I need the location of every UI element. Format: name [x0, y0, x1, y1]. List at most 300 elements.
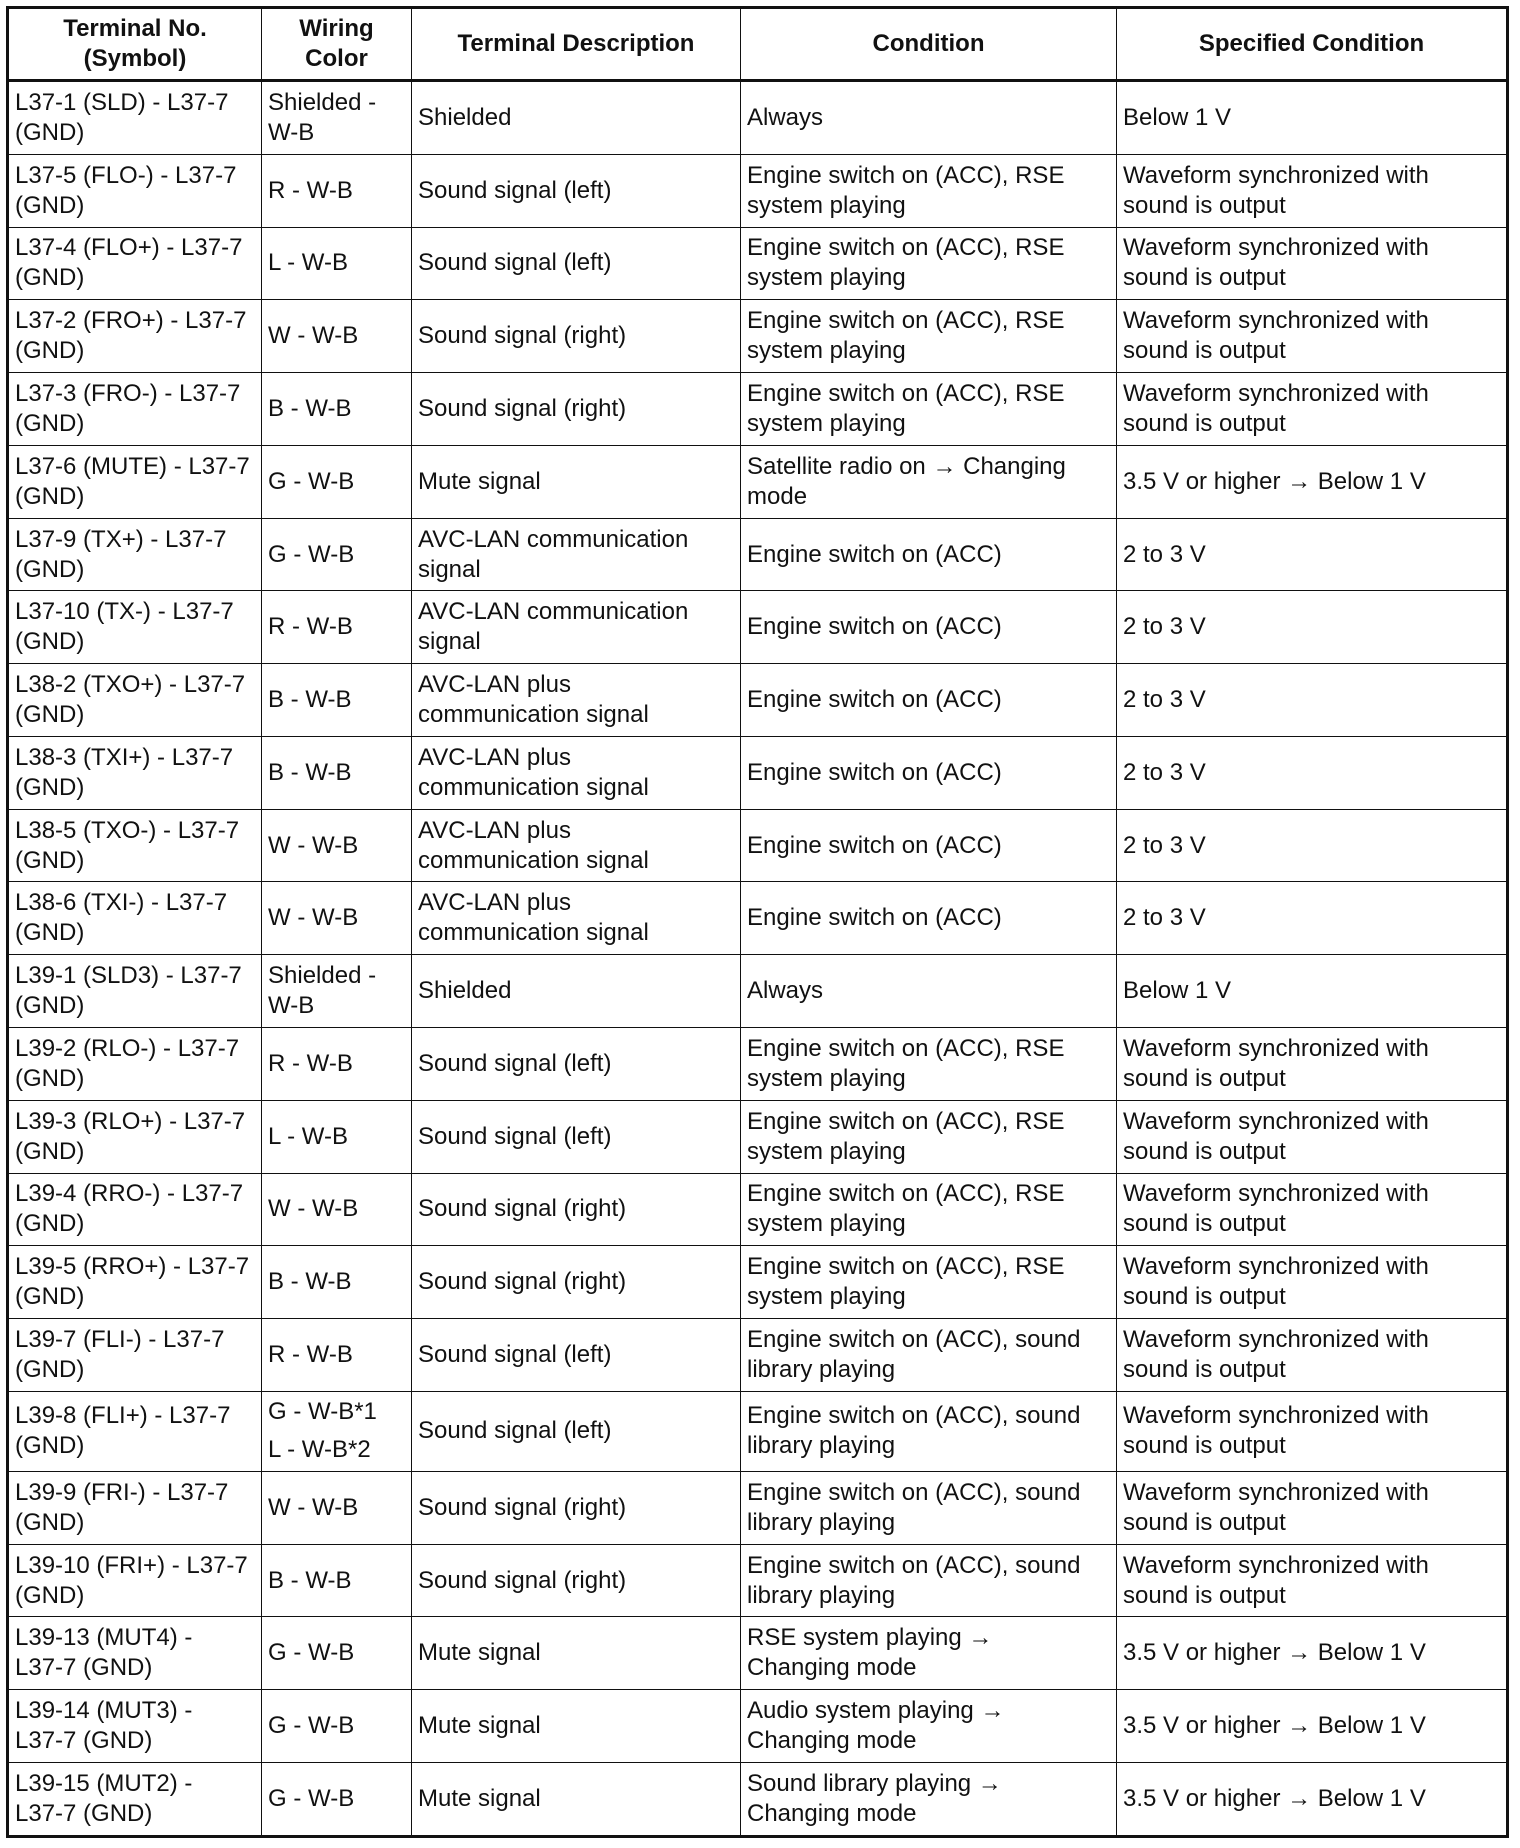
terminal-cell-line1: L39-8 (FLI+) - L37-7 — [15, 1402, 231, 1430]
specified-condition-cell-line2: sound is output — [1123, 1432, 1286, 1460]
description-cell-line1: AVC-LAN communication — [418, 525, 689, 553]
description-cell-line2: signal — [418, 555, 481, 583]
wiring-color-cell-line1: L - W-B — [268, 1122, 349, 1150]
specified-condition-cell — [1117, 955, 1508, 1028]
description-cell-line1: Shielded — [418, 103, 512, 131]
description-cell-line1: Sound signal (right) — [418, 1268, 627, 1296]
condition-cell-line2: library playing — [747, 1581, 896, 1609]
header-wiring-line2: Color — [305, 45, 368, 72]
terminal-cell-line2: (GND) — [15, 264, 85, 292]
wiring-color-cell — [262, 736, 412, 809]
description-cell — [412, 1762, 741, 1836]
table-row — [8, 81, 1508, 155]
wiring-color-cell — [262, 1100, 412, 1173]
specified-condition-cell-line1: Waveform synchronized with — [1123, 1402, 1429, 1430]
description-cell — [412, 1690, 741, 1763]
terminal-cell-line2: (GND) — [15, 992, 85, 1020]
wiring-color-cell-line1: B - W-B — [268, 394, 352, 422]
terminal-cell — [8, 300, 262, 373]
description-cell — [412, 809, 741, 882]
condition-cell — [741, 81, 1117, 155]
wiring-color-cell — [262, 227, 412, 300]
specified-condition-cell — [1117, 1028, 1508, 1101]
description-cell-line1: Mute signal — [418, 467, 541, 495]
specified-condition-cell-line1: Below 1 V — [1123, 977, 1232, 1005]
condition-cell — [741, 1173, 1117, 1246]
wiring-color-cell — [262, 154, 412, 227]
wiring-color-cell — [262, 300, 412, 373]
condition-cell-line1: Engine switch on (ACC) — [747, 831, 1002, 859]
terminal-cell-line2: (GND) — [15, 1137, 85, 1165]
description-cell — [412, 445, 741, 518]
specified-condition-cell — [1117, 1471, 1508, 1544]
table-row — [8, 591, 1508, 664]
specified-condition-cell-line1: Waveform synchronized with — [1123, 1034, 1429, 1062]
condition-cell — [741, 1391, 1117, 1471]
description-cell-line1: Mute signal — [418, 1712, 541, 1740]
specified-condition-cell — [1117, 882, 1508, 955]
wiring-color-cell-line1: W - W-B — [268, 1195, 359, 1223]
specified-condition-cell-line1: 2 to 3 V — [1123, 758, 1206, 786]
condition-cell-line1: Always — [747, 977, 824, 1005]
table-row — [8, 1173, 1508, 1246]
terminal-cell-line1: L37-2 (FRO+) - L37-7 — [15, 307, 247, 335]
terminal-cell-line2: L37-7 (GND) — [15, 1727, 153, 1755]
condition-cell-line2: system playing — [747, 1283, 906, 1311]
specified-condition-cell-line1: Waveform synchronized with — [1123, 1551, 1429, 1579]
condition-cell — [741, 882, 1117, 955]
terminal-cell-line1: L37-4 (FLO+) - L37-7 — [15, 234, 243, 262]
description-cell-line1: Sound signal (left) — [418, 1417, 612, 1445]
header-row — [8, 8, 1508, 81]
condition-cell-line1: Engine switch on (ACC) — [747, 686, 1002, 714]
description-cell-line1: AVC-LAN plus — [418, 743, 571, 771]
condition-cell-line1: Engine switch on (ACC) — [747, 758, 1002, 786]
specified-condition-cell-line1: 3.5 V or higher → Below 1 V — [1123, 467, 1426, 495]
terminal-cell-line1: L38-6 (TXI-) - L37-7 — [15, 889, 228, 917]
wiring-color-cell — [262, 1762, 412, 1836]
condition-cell-line1: Engine switch on (ACC), RSE — [747, 234, 1065, 262]
condition-cell-line2: system playing — [747, 337, 906, 365]
condition-cell — [741, 445, 1117, 518]
header-wiring-color — [262, 8, 412, 81]
description-cell-line2: communication signal — [418, 773, 649, 801]
description-cell — [412, 882, 741, 955]
specified-condition-cell-line2: sound is output — [1123, 1581, 1286, 1609]
terminal-cell — [8, 1471, 262, 1544]
wiring-color-cell — [262, 1544, 412, 1617]
specified-condition-cell-line1: Below 1 V — [1123, 103, 1232, 131]
terminal-cell-line1: L37-1 (SLD) - L37-7 — [15, 88, 229, 116]
description-cell-line2: communication signal — [418, 701, 649, 729]
specified-condition-cell-line1: 2 to 3 V — [1123, 686, 1206, 714]
wiring-color-cell-line1: Shielded - — [268, 962, 377, 990]
specified-condition-cell-line1: Waveform synchronized with — [1123, 1107, 1429, 1135]
specified-condition-cell — [1117, 1544, 1508, 1617]
terminal-cell-line1: L37-3 (FRO-) - L37-7 — [15, 379, 241, 407]
table-row — [8, 445, 1508, 518]
condition-cell-line2: library playing — [747, 1508, 896, 1536]
header-terminal-description: Terminal Description — [412, 8, 741, 81]
wiring-color-cell-line1: G - W-B — [268, 467, 355, 495]
wiring-color-cell-line1: G - W-B*1 — [268, 1398, 377, 1426]
terminal-cell-line2: (GND) — [15, 628, 85, 656]
terminal-cell-line1: L39-13 (MUT4) - — [15, 1624, 193, 1652]
condition-cell-line2: Changing mode — [747, 1799, 917, 1827]
condition-cell-line2: system playing — [747, 409, 906, 437]
description-cell-line1: Shielded — [418, 977, 512, 1005]
condition-cell-line2: system playing — [747, 264, 906, 292]
table-row — [8, 1246, 1508, 1319]
terminal-cell-line1: L39-7 (FLI-) - L37-7 — [15, 1325, 225, 1353]
specified-condition-cell — [1117, 1391, 1508, 1471]
specified-condition-cell-line1: Waveform synchronized with — [1123, 1478, 1429, 1506]
condition-cell-line1: Engine switch on (ACC), RSE — [747, 307, 1065, 335]
specified-condition-cell-line1: 2 to 3 V — [1123, 904, 1206, 932]
table-row — [8, 154, 1508, 227]
condition-cell — [741, 955, 1117, 1028]
terminal-cell-line2: (GND) — [15, 1064, 85, 1092]
terminal-cell-line2: (GND) — [15, 1210, 85, 1238]
specified-condition-cell-line2: sound is output — [1123, 191, 1286, 219]
wiring-color-cell-line1: L - W-B — [268, 249, 349, 277]
terminal-cell — [8, 809, 262, 882]
terminal-cell — [8, 445, 262, 518]
specified-condition-cell-line1: 3.5 V or higher → Below 1 V — [1123, 1712, 1426, 1740]
condition-cell — [741, 227, 1117, 300]
terminal-cell-line1: L38-5 (TXO-) - L37-7 — [15, 816, 240, 844]
description-cell-line1: Mute signal — [418, 1639, 541, 1667]
terminal-cell — [8, 1391, 262, 1471]
terminal-cell — [8, 518, 262, 591]
specified-condition-cell — [1117, 300, 1508, 373]
wiring-color-cell — [262, 882, 412, 955]
specified-condition-cell-line2: sound is output — [1123, 1283, 1286, 1311]
table-row — [8, 809, 1508, 882]
terminal-cell-line1: L38-2 (TXO+) - L37-7 — [15, 671, 246, 699]
condition-cell-line1: Satellite radio on → Changing — [747, 452, 1066, 480]
specified-condition-cell-line1: 2 to 3 V — [1123, 540, 1206, 568]
table-body — [8, 81, 1508, 1837]
condition-cell-line1: Always — [747, 103, 824, 131]
condition-cell — [741, 1544, 1117, 1617]
wiring-color-cell-line1: B - W-B — [268, 1268, 352, 1296]
terminal-cell — [8, 1544, 262, 1617]
condition-cell-line1: Engine switch on (ACC), sound — [747, 1478, 1081, 1506]
description-cell — [412, 955, 741, 1028]
condition-cell-line1: Engine switch on (ACC) — [747, 540, 1002, 568]
condition-cell-line1: Sound library playing → — [747, 1769, 1002, 1797]
terminal-cell-line2: (GND) — [15, 1581, 85, 1609]
terminal-cell-line1: L38-3 (TXI+) - L37-7 — [15, 743, 234, 771]
wiring-color-cell-line1: W - W-B — [268, 1493, 359, 1521]
table-row — [8, 1391, 1508, 1471]
specified-condition-cell — [1117, 154, 1508, 227]
table-row — [8, 373, 1508, 446]
specified-condition-cell-line1: Waveform synchronized with — [1123, 1325, 1429, 1353]
description-cell — [412, 1028, 741, 1101]
terminal-cell — [8, 882, 262, 955]
condition-cell-line2: library playing — [747, 1432, 896, 1460]
table-row — [8, 1028, 1508, 1101]
specified-condition-cell-line1: Waveform synchronized with — [1123, 1253, 1429, 1281]
specified-condition-cell — [1117, 1690, 1508, 1763]
wiring-color-cell-line1: B - W-B — [268, 1566, 352, 1594]
terminal-cell-line2: (GND) — [15, 773, 85, 801]
specified-condition-cell-line2: sound is output — [1123, 264, 1286, 292]
description-cell — [412, 154, 741, 227]
wiring-color-cell-line1: R - W-B — [268, 176, 353, 204]
specified-condition-cell — [1117, 1173, 1508, 1246]
condition-cell-line1: Engine switch on (ACC), RSE — [747, 1034, 1065, 1062]
wiring-color-cell — [262, 1617, 412, 1690]
specified-condition-cell — [1117, 373, 1508, 446]
terminal-cell-line2: (GND) — [15, 482, 85, 510]
terminal-cell-line1: L37-10 (TX-) - L37-7 — [15, 598, 234, 626]
terminal-cell-line1: L39-14 (MUT3) - — [15, 1697, 193, 1725]
condition-cell — [741, 1246, 1117, 1319]
terminal-cell-line2: L37-7 (GND) — [15, 1799, 153, 1827]
specified-condition-cell — [1117, 736, 1508, 809]
terminal-cell-line1: L39-5 (RRO+) - L37-7 — [15, 1253, 250, 1281]
terminal-cell — [8, 1100, 262, 1173]
terminal-cell-line1: L39-10 (FRI+) - L37-7 — [15, 1551, 248, 1579]
terminal-cell — [8, 955, 262, 1028]
condition-cell-line1: Engine switch on (ACC), RSE — [747, 379, 1065, 407]
specified-condition-cell — [1117, 445, 1508, 518]
wiring-color-cell — [262, 373, 412, 446]
specified-condition-cell-line1: Waveform synchronized with — [1123, 161, 1429, 189]
wiring-color-cell — [262, 518, 412, 591]
terminal-cell — [8, 227, 262, 300]
terminal-cell-line1: L37-5 (FLO-) - L37-7 — [15, 161, 237, 189]
terminal-cell-line1: L39-2 (RLO-) - L37-7 — [15, 1034, 240, 1062]
condition-cell — [741, 300, 1117, 373]
wiring-color-cell — [262, 955, 412, 1028]
terminal-cell-line1: L39-3 (RLO+) - L37-7 — [15, 1107, 246, 1135]
wiring-color-cell — [262, 1690, 412, 1763]
condition-cell-line1: Engine switch on (ACC), RSE — [747, 161, 1065, 189]
specified-condition-cell — [1117, 1246, 1508, 1319]
terminal-cell-line1: L39-15 (MUT2) - — [15, 1769, 193, 1797]
specified-condition-cell — [1117, 1617, 1508, 1690]
condition-cell-line1: Engine switch on (ACC), sound — [747, 1325, 1081, 1353]
terminal-cell-line2: (GND) — [15, 409, 85, 437]
description-cell-line2: communication signal — [418, 846, 649, 874]
description-cell-line1: Sound signal (right) — [418, 1566, 627, 1594]
description-cell-line1: Sound signal (left) — [418, 1049, 612, 1077]
terminal-cell-line2: (GND) — [15, 1508, 85, 1536]
terminal-cell — [8, 154, 262, 227]
description-cell-line1: AVC-LAN plus — [418, 816, 571, 844]
terminal-cell — [8, 1690, 262, 1763]
description-cell — [412, 1617, 741, 1690]
condition-cell-line2: system playing — [747, 191, 906, 219]
terminal-cell-line2: (GND) — [15, 919, 85, 947]
wiring-color-cell-line1: G - W-B — [268, 1712, 355, 1740]
wiring-color-cell-line2: W-B — [268, 992, 315, 1020]
description-cell — [412, 736, 741, 809]
specified-condition-cell — [1117, 1319, 1508, 1392]
terminal-cell-line1: L37-9 (TX+) - L37-7 — [15, 525, 227, 553]
specified-condition-cell-line2: sound is output — [1123, 1137, 1286, 1165]
wiring-color-cell-line1: B - W-B — [268, 758, 352, 786]
specified-condition-cell — [1117, 809, 1508, 882]
wiring-color-cell — [262, 1319, 412, 1392]
condition-cell-line1: Engine switch on (ACC), sound — [747, 1551, 1081, 1579]
description-cell-line1: Mute signal — [418, 1784, 541, 1812]
terminal-cell — [8, 1319, 262, 1392]
description-cell — [412, 518, 741, 591]
table-row — [8, 1544, 1508, 1617]
description-cell — [412, 81, 741, 155]
specified-condition-cell-line2: sound is output — [1123, 1210, 1286, 1238]
specified-condition-cell-line2: sound is output — [1123, 337, 1286, 365]
condition-cell-line2: library playing — [747, 1355, 896, 1383]
specified-condition-cell-line1: 3.5 V or higher → Below 1 V — [1123, 1784, 1426, 1812]
terminal-cell-line2: (GND) — [15, 846, 85, 874]
description-cell-line1: AVC-LAN plus — [418, 671, 571, 699]
terminal-cell — [8, 591, 262, 664]
condition-cell-line2: mode — [747, 482, 808, 510]
description-cell — [412, 1471, 741, 1544]
condition-cell — [741, 809, 1117, 882]
terminal-cell-line1: L39-4 (RRO-) - L37-7 — [15, 1180, 244, 1208]
table-row — [8, 518, 1508, 591]
wiring-color-cell — [262, 809, 412, 882]
description-cell-line1: Sound signal (left) — [418, 1340, 612, 1368]
specified-condition-cell — [1117, 591, 1508, 664]
terminal-cell-line2: (GND) — [15, 701, 85, 729]
specified-condition-cell-line2: sound is output — [1123, 1508, 1286, 1536]
condition-cell — [741, 154, 1117, 227]
table-header — [8, 8, 1508, 81]
terminal-cell — [8, 373, 262, 446]
condition-cell-line2: system playing — [747, 1064, 906, 1092]
condition-cell-line1: Audio system playing → — [747, 1697, 1005, 1725]
condition-cell — [741, 1028, 1117, 1101]
table-row — [8, 1100, 1508, 1173]
specified-condition-cell-line1: Waveform synchronized with — [1123, 307, 1429, 335]
header-terminal-line2: (Symbol) — [83, 45, 187, 72]
specified-condition-cell — [1117, 227, 1508, 300]
header-terminal-no — [8, 8, 262, 81]
wiring-color-cell — [262, 1246, 412, 1319]
terminal-cell-line2: (GND) — [15, 118, 85, 146]
wiring-color-cell — [262, 664, 412, 737]
condition-cell-line2: system playing — [747, 1210, 906, 1238]
specified-condition-cell-line1: 3.5 V or higher → Below 1 V — [1123, 1639, 1426, 1667]
table-row — [8, 736, 1508, 809]
terminal-cell-line2: (GND) — [15, 555, 85, 583]
wiring-color-cell-line2: L - W-B*2 — [268, 1436, 371, 1464]
header-terminal-line1: Terminal No. — [63, 15, 207, 42]
description-cell — [412, 1319, 741, 1392]
description-cell — [412, 664, 741, 737]
wiring-color-cell — [262, 81, 412, 155]
terminal-cell-line2: (GND) — [15, 191, 85, 219]
description-cell — [412, 373, 741, 446]
wiring-color-cell-line1: G - W-B — [268, 1784, 355, 1812]
specified-condition-cell-line1: Waveform synchronized with — [1123, 379, 1429, 407]
condition-cell — [741, 1100, 1117, 1173]
wiring-color-cell — [262, 445, 412, 518]
description-cell-line1: Sound signal (left) — [418, 1122, 612, 1150]
terminal-cell — [8, 664, 262, 737]
table-row — [8, 1690, 1508, 1763]
wiring-color-cell-line1: R - W-B — [268, 613, 353, 641]
specified-condition-cell-line1: Waveform synchronized with — [1123, 234, 1429, 262]
condition-cell — [741, 518, 1117, 591]
terminal-cell — [8, 1173, 262, 1246]
table-row — [8, 300, 1508, 373]
specified-condition-cell — [1117, 664, 1508, 737]
description-cell — [412, 1100, 741, 1173]
description-cell — [412, 1544, 741, 1617]
specified-condition-cell — [1117, 518, 1508, 591]
terminal-cell-line1: L39-1 (SLD3) - L37-7 — [15, 962, 242, 990]
terminal-inspection-table — [6, 6, 1509, 1838]
header-condition: Condition — [741, 8, 1117, 81]
terminal-cell-line2: (GND) — [15, 1283, 85, 1311]
wiring-color-cell-line1: W - W-B — [268, 831, 359, 859]
condition-cell-line1: RSE system playing → — [747, 1624, 993, 1652]
table-row — [8, 1617, 1508, 1690]
condition-cell — [741, 1617, 1117, 1690]
wiring-color-cell-line2: W-B — [268, 118, 315, 146]
condition-cell — [741, 1690, 1117, 1763]
description-cell-line1: AVC-LAN communication — [418, 598, 689, 626]
wiring-color-cell-line1: W - W-B — [268, 904, 359, 932]
condition-cell-line1: Engine switch on (ACC), RSE — [747, 1107, 1065, 1135]
terminal-cell — [8, 1617, 262, 1690]
wiring-color-cell — [262, 591, 412, 664]
description-cell-line2: signal — [418, 628, 481, 656]
terminal-cell-line2: (GND) — [15, 1432, 85, 1460]
condition-cell-line1: Engine switch on (ACC), RSE — [747, 1253, 1065, 1281]
description-cell — [412, 300, 741, 373]
description-cell-line2: communication signal — [418, 919, 649, 947]
condition-cell — [741, 1319, 1117, 1392]
wiring-color-cell — [262, 1391, 412, 1471]
description-cell — [412, 591, 741, 664]
wiring-color-cell-line1: Shielded - — [268, 88, 377, 116]
table-row — [8, 1319, 1508, 1392]
terminal-cell — [8, 1028, 262, 1101]
terminal-cell — [8, 81, 262, 155]
wiring-color-cell-line1: R - W-B — [268, 1340, 353, 1368]
specified-condition-cell — [1117, 81, 1508, 155]
terminal-cell — [8, 1762, 262, 1836]
wiring-color-cell-line1: W - W-B — [268, 322, 359, 350]
header-wiring-line1: Wiring — [299, 15, 374, 42]
wiring-color-cell — [262, 1471, 412, 1544]
description-cell-line1: Sound signal (right) — [418, 394, 627, 422]
table-row — [8, 227, 1508, 300]
specified-condition-cell — [1117, 1762, 1508, 1836]
terminal-cell-line2: (GND) — [15, 337, 85, 365]
condition-cell-line2: system playing — [747, 1137, 906, 1165]
wiring-color-cell — [262, 1173, 412, 1246]
header-specified-condition: Specified Condition — [1117, 8, 1508, 81]
description-cell — [412, 1173, 741, 1246]
terminal-cell — [8, 1246, 262, 1319]
condition-cell — [741, 373, 1117, 446]
condition-cell-line1: Engine switch on (ACC), sound — [747, 1402, 1081, 1430]
condition-cell-line1: Engine switch on (ACC) — [747, 904, 1002, 932]
description-cell — [412, 227, 741, 300]
specified-condition-cell-line2: sound is output — [1123, 1355, 1286, 1383]
